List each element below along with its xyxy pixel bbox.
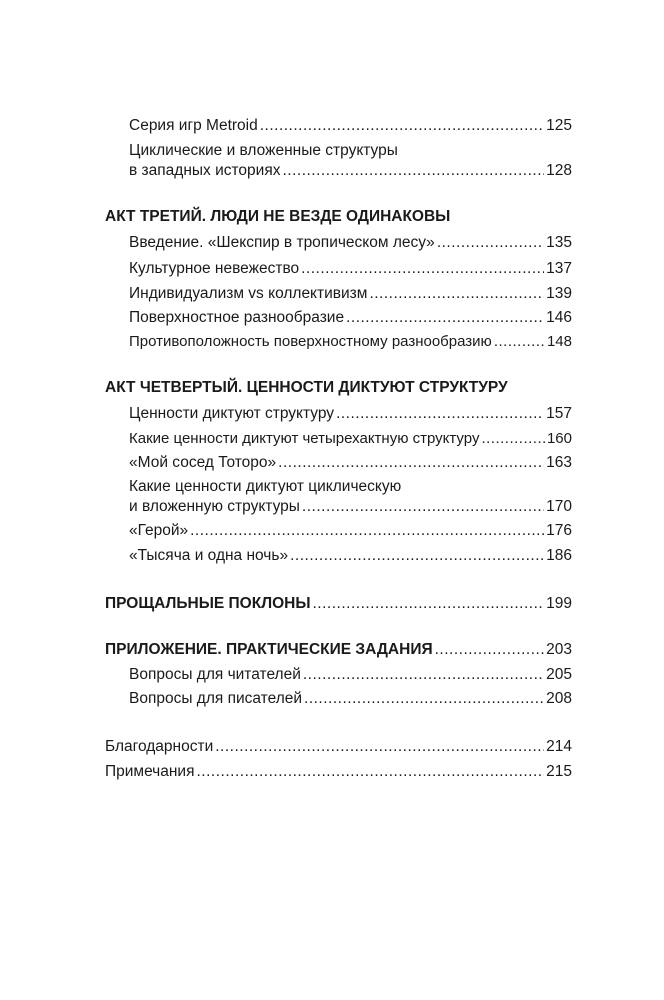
toc-section-act3[interactable] bbox=[105, 206, 572, 228]
entry-title: Поверхностное разнообразие bbox=[129, 309, 345, 326]
dot-leader bbox=[260, 115, 544, 137]
toc-entry-cyclic-line1[interactable] bbox=[129, 140, 572, 162]
entry-title: Противоположность поверхностному разнообразию bbox=[129, 333, 492, 350]
page-number: 135 bbox=[546, 234, 572, 251]
dot-leader bbox=[302, 496, 544, 518]
toc-section-act4[interactable] bbox=[105, 377, 572, 399]
entry-title: «Мой сосед Тоторо» bbox=[129, 454, 277, 471]
toc-entry-notes[interactable] bbox=[105, 761, 572, 783]
entry-title: Циклические и вложенные структуры bbox=[129, 142, 398, 159]
toc-entry-metroid[interactable] bbox=[129, 115, 572, 137]
entry-title: Какие ценности диктуют циклическую bbox=[129, 478, 402, 495]
page-number: 214 bbox=[546, 738, 572, 755]
section-title: ПРИЛОЖЕНИЕ. ПРАКТИЧЕСКИЕ ЗАДАНИЯ bbox=[105, 641, 433, 658]
toc-entry-readers[interactable] bbox=[129, 664, 572, 686]
dot-leader bbox=[313, 593, 545, 615]
entry-title: Примечания bbox=[105, 763, 195, 780]
dot-leader bbox=[215, 736, 544, 758]
entry-title: Индивидуализм vs коллективизм bbox=[129, 285, 368, 302]
page-number: 208 bbox=[546, 690, 572, 707]
toc-entry-ignorance[interactable] bbox=[129, 258, 572, 280]
entry-title: Благодарности bbox=[105, 738, 214, 755]
entry-title: Вопросы для читателей bbox=[129, 666, 301, 683]
page-number: 203 bbox=[546, 641, 572, 658]
toc-entry-values[interactable] bbox=[129, 403, 572, 425]
page-number: 146 bbox=[546, 309, 572, 326]
toc-entry-totoro[interactable] bbox=[129, 452, 572, 474]
dot-leader bbox=[301, 258, 544, 280]
toc-section-farewell[interactable] bbox=[105, 593, 572, 615]
page-number: 139 bbox=[546, 285, 572, 302]
toc-section-appendix[interactable] bbox=[105, 639, 572, 661]
page-number: 163 bbox=[546, 454, 572, 471]
table-of-contents bbox=[105, 0, 572, 1000]
entry-title: Ценности диктуют структуру bbox=[129, 405, 335, 422]
toc-entry-individualism[interactable] bbox=[129, 283, 572, 305]
toc-entry-cyclic-line2[interactable] bbox=[129, 160, 572, 182]
entry-title: Какие ценности диктуют четырехактную структуру bbox=[129, 430, 480, 447]
section-title: АКТ ЧЕТВЕРТЫЙ. ЦЕННОСТИ ДИКТУЮТ СТРУКТУРУ bbox=[105, 379, 508, 396]
dot-leader bbox=[197, 761, 545, 783]
dot-leader bbox=[336, 403, 544, 425]
dot-leader bbox=[278, 452, 544, 474]
dot-leader bbox=[282, 160, 544, 182]
page-number: 215 bbox=[546, 763, 572, 780]
page-number: 199 bbox=[546, 595, 572, 612]
page-number: 148 bbox=[546, 333, 572, 350]
page-number: 137 bbox=[546, 260, 572, 277]
entry-title: и вложенную структуры bbox=[129, 498, 300, 515]
dot-leader bbox=[494, 331, 545, 353]
toc-entry-opposite[interactable] bbox=[129, 331, 572, 353]
dot-leader bbox=[303, 664, 544, 686]
toc-entry-hero[interactable] bbox=[129, 520, 572, 542]
toc-entry-cyclic-values-line2[interactable] bbox=[129, 496, 572, 518]
dot-leader bbox=[369, 283, 544, 305]
page-number: 170 bbox=[546, 498, 572, 515]
entry-title: «Герой» bbox=[129, 522, 189, 539]
toc-entry-nights[interactable] bbox=[129, 545, 572, 567]
section-title: АКТ ТРЕТИЙ. ЛЮДИ НЕ ВЕЗДЕ ОДИНАКОВЫ bbox=[105, 208, 451, 225]
dot-leader bbox=[437, 232, 544, 254]
toc-entry-shakespeare[interactable] bbox=[129, 232, 572, 254]
page-number: 205 bbox=[546, 666, 572, 683]
page-number: 157 bbox=[546, 405, 572, 422]
entry-title: Культурное невежество bbox=[129, 260, 300, 277]
page-number: 160 bbox=[546, 430, 572, 447]
page-number: 128 bbox=[546, 162, 572, 179]
entry-title: в западных историях bbox=[129, 162, 281, 179]
dot-leader bbox=[190, 520, 544, 542]
toc-entry-writers[interactable] bbox=[129, 688, 572, 710]
entry-title: Введение. «Шекспир в тропическом лесу» bbox=[129, 234, 435, 251]
toc-entry-surface-diversity[interactable] bbox=[129, 307, 572, 329]
page-number: 176 bbox=[546, 522, 572, 539]
toc-entry-thanks[interactable] bbox=[105, 736, 572, 758]
page-number: 186 bbox=[546, 547, 572, 564]
dot-leader bbox=[290, 545, 544, 567]
entry-title: Вопросы для писателей bbox=[129, 690, 303, 707]
toc-entry-cyclic-values-line1[interactable] bbox=[129, 476, 572, 498]
entry-title: Серия игр Metroid bbox=[129, 117, 258, 134]
section-title: ПРОЩАЛЬНЫЕ ПОКЛОНЫ bbox=[105, 595, 311, 612]
dot-leader bbox=[346, 307, 544, 329]
toc-entry-four-act[interactable] bbox=[129, 428, 572, 450]
dot-leader bbox=[304, 688, 544, 710]
dot-leader bbox=[435, 639, 545, 661]
page-number: 125 bbox=[546, 117, 572, 134]
dot-leader bbox=[481, 428, 545, 450]
entry-title: «Тысяча и одна ночь» bbox=[129, 547, 289, 564]
